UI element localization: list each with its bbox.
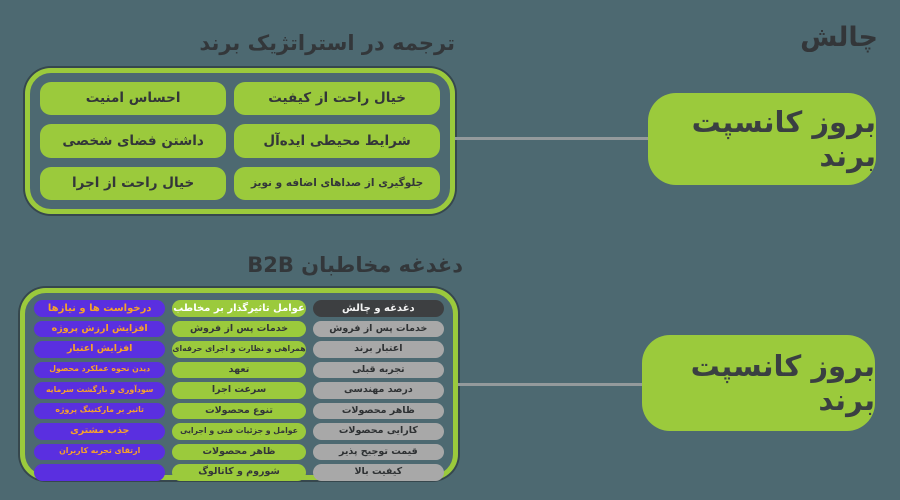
concern-pill: کیفیت بالا [313,464,444,481]
need-pill: تاثیر بر مارکتینگ پروژه [34,403,165,420]
column-needs [34,300,165,468]
strategy-pill: خیال راحت از کیفیت [234,82,440,115]
concern-pill: ظاهر محصولات [313,403,444,420]
need-pill: سودآوری و بازگشت سرمایه [34,382,165,399]
factor-pill: تعهد [172,362,305,379]
top-result-box: بروز کانسپت برند [648,93,876,185]
factor-pill: همراهی و نظارت و اجرای حرفه‌ای [172,341,305,358]
strategy-pill: خیال راحت از اجرا [40,167,226,200]
need-pill: ارتقای تجربه کاربران [34,444,165,461]
concern-pill: قیمت توجیح پذیر [313,444,444,461]
column-concerns-header: دغدغه و چالش [313,300,444,317]
b2b-concerns-box [20,288,458,480]
strategy-pill: احساس امنیت [40,82,226,115]
need-pill: دیدن نحوه عملکرد محصول [34,362,165,379]
top-section-title: ترجمه در استراتژیک برند [199,31,455,55]
factor-pill: سرعت اجرا [172,382,305,399]
strategy-pill: داشتن فضای شخصی [40,124,226,157]
top-connector-line [455,137,648,140]
need-pill: افزایش ارزش پروژه [34,321,165,338]
factor-pill: شوروم و کاتالوگ [172,464,305,481]
concern-pill: اعتبار برند [313,341,444,358]
strategy-pill-grid [40,82,440,200]
brand-strategy-box [25,68,455,214]
column-factors-items [172,321,305,481]
column-factors-header: عوامل تاثیرگذار بر مخاطب [172,300,305,317]
bottom-result-box: بروز کانسپت برند [642,335,875,431]
column-needs-header: درخواست ها و نیازها [34,300,165,317]
strategy-pill: شرایط محیطی ایده‌آل [234,124,440,157]
bottom-connector-line [458,383,642,386]
bottom-section-title: دغدغه مخاطبان B2B [247,253,463,277]
need-pill [34,464,165,481]
need-pill: افزایش اعتبار [34,341,165,358]
strategy-pill: جلوگیری از صداهای اضافه و نویز [234,167,440,200]
concern-pill: خدمات پس از فروش [313,321,444,338]
column-concerns-items [313,321,444,481]
challenge-title: چالش [800,22,878,53]
factor-pill: ظاهر محصولات [172,444,305,461]
concern-pill: درصد مهندسی [313,382,444,399]
concern-pill: تجربه قبلی [313,362,444,379]
factor-pill: عوامل و جزئیات فنی و اجرایی [172,423,305,440]
concern-pill: کارایی محصولات [313,423,444,440]
column-needs-items [34,321,165,481]
factor-pill: تنوع محصولات [172,403,305,420]
need-pill: جذب مشتری [34,423,165,440]
concern-columns [34,300,444,478]
factor-pill: خدمات پس از فروش [172,321,305,338]
column-factors [172,300,306,478]
column-concerns [313,300,444,478]
